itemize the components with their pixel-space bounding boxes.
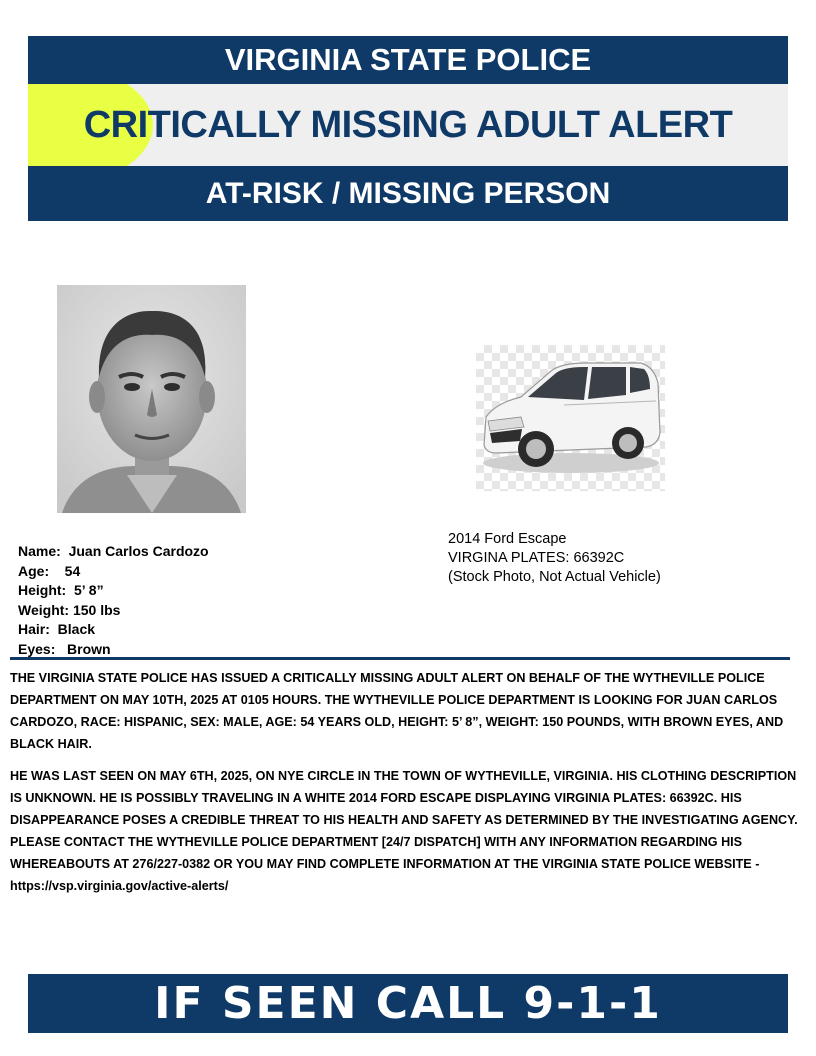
- subtitle-banner: [28, 166, 788, 221]
- section-divider: [10, 657, 790, 660]
- missing-person-photo: [57, 285, 246, 513]
- agency-name: VIRGINIA STATE POLICE: [224, 42, 592, 77]
- person-details: [18, 542, 209, 659]
- body-paragraph-1: THE VIRGINIA STATE POLICE HAS ISSUED A CRITICALLY MISSING ADULT ALERT ON BEHALF OF THE WYTHEVILLE POLICE DEPARTMENT ON MAY 10TH, 2025 AT 0105 HOURS. THE WYTHEVILLE POLICE DEPARTMENT IS LOOKING FOR JUAN CARLOS CARDOZO, RACE: HISPANIC, SEX: MALE, AGE: 54 YEARS OLD, HEIGHT: 5’ 8”, WEIGHT: 150 POUNDS, WITH BROWN EYES, AND BLACK HAIR.: [10, 671, 784, 751]
- call-banner: [28, 974, 788, 1033]
- website-link[interactable]: https://vsp.virginia.gov/active-alerts/: [10, 879, 229, 893]
- body-paragraph-2: HE WAS LAST SEEN ON MAY 6TH, 2025, ON NYE CIRCLE IN THE TOWN OF WYTHEVILLE, VIRGINIA. HIS CLOTHING DESCRIPTION IS UNKNOWN. HE IS POSSIBLY TRAVELING IN A WHITE 2014 FORD ESCAPE DISPLAYING VIRGINIA PLATES: 66392C. HIS DISAPPEARANCE POSES A CREDIBLE THREAT TO HIS HEALTH AND SAFETY AS DETERMINED BY THE INVESTIGATING AGENCY. PLEASE CONTACT THE WYTHEVILLE POLICE DEPARTMENT [24/7 DISPATCH] WITH ANY INFORMATION REGARDING HIS WHEREABOUTS AT 276/227-0382 OR YOU MAY FIND COMPLETE INFORMATION AT THE VIRGINIA STATE POLICE WEBSITE -: [10, 769, 798, 871]
- weight-line: Weight: 150 lbs: [18, 601, 121, 618]
- hair-line: Hair: Black: [18, 621, 96, 637]
- alert-title-band: [28, 84, 788, 166]
- vehicle-photo: [476, 345, 665, 491]
- vehicle-model: 2014 Ford Escape: [448, 531, 567, 547]
- height-line: Height: 5’ 8”: [18, 582, 104, 598]
- alert-title: CRITICALLY MISSING ADULT ALERT: [83, 104, 733, 146]
- age-line: Age: 54: [18, 562, 81, 579]
- agency-banner: [28, 36, 788, 84]
- call-text: IF SEEN CALL 9-1-1: [154, 978, 662, 1029]
- alert-body: [10, 667, 810, 897]
- name-line: Name: Juan Carlos Cardozo: [18, 543, 209, 559]
- vehicle-plates: VIRGINA PLATES: 66392C: [448, 550, 625, 566]
- alert-subtitle: AT-RISK / MISSING PERSON: [205, 177, 611, 210]
- vehicle-details: [448, 530, 661, 587]
- eyes-line: Eyes: Brown: [18, 640, 111, 657]
- vehicle-note: (Stock Photo, Not Actual Vehicle): [448, 569, 661, 585]
